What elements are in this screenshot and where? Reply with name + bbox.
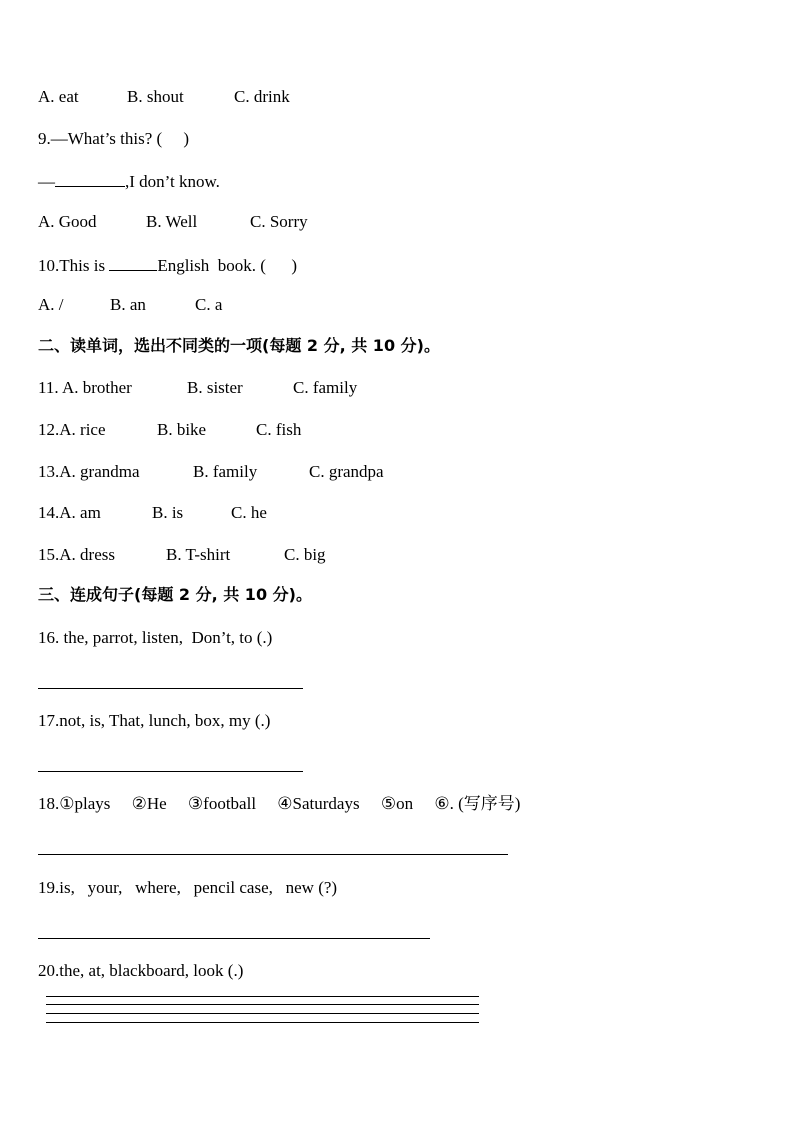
- q11-option-c: C. family: [293, 378, 358, 397]
- q10-prefix: 10.This is: [38, 256, 110, 275]
- q15-option-a: A. dress: [59, 545, 115, 564]
- q8-option-b: B. shout: [127, 87, 184, 106]
- q14-option-b: B. is: [152, 503, 184, 522]
- q14-number: 14.: [38, 503, 60, 522]
- q12-option-a: A. rice: [59, 420, 106, 439]
- q20-writing-line-4: [46, 1022, 479, 1023]
- q9-reply: [38, 170, 220, 192]
- q18-prompt: 18.①plays ②He ③football ④Saturdays ⑤on ⑥. (写序号): [38, 794, 521, 813]
- q15-option-b: B. T-shirt: [166, 545, 231, 564]
- q10-suffix: English book. ( ): [157, 256, 298, 275]
- q11-number: 11.: [38, 378, 62, 397]
- q14-option-c: C. he: [231, 503, 267, 522]
- q17-answer-line: [38, 771, 303, 772]
- q17-prompt: 17.not, is, That, lunch, box, my (.): [38, 711, 271, 730]
- q14-option-a: A. am: [59, 503, 101, 522]
- q13-option-b: B. family: [193, 462, 258, 481]
- q10-option-c: C. a: [195, 295, 223, 314]
- q12-number: 12.: [38, 420, 60, 439]
- q9-reply-text: ,I don’t know.: [125, 172, 220, 191]
- q16-answer-line: [38, 688, 303, 689]
- q11-option-a: A. brother: [61, 378, 132, 397]
- q20-writing-line-3: [46, 1013, 479, 1014]
- q12-line: [38, 420, 106, 440]
- q16-prompt: 16. the, parrot, listen, Don’t, to (.): [38, 628, 273, 647]
- q12-option-c: C. fish: [256, 420, 302, 439]
- q9-option-a: A. Good: [38, 212, 97, 231]
- q9-question: 9.—What’s this? ( ): [38, 129, 190, 148]
- q10-option-a: A. /: [38, 295, 64, 314]
- q15-option-c: C. big: [284, 545, 326, 564]
- q9-reply-dash: —: [38, 172, 55, 191]
- q15-number: 15.: [38, 545, 60, 564]
- q8-option-a: A. eat: [38, 87, 79, 106]
- q8-option-c: C. drink: [234, 87, 290, 106]
- section2-heading: 二、读单词，选出不同类的一项(每题 2 分, 共 10 分)。: [38, 336, 440, 355]
- q18-answer-line: [38, 854, 508, 855]
- q12-option-b: B. bike: [157, 420, 207, 439]
- section3-heading: 三、连成句子(每题 2 分, 共 10 分)。: [38, 585, 312, 604]
- q10-answer-blank: [109, 254, 157, 271]
- q10-question: [38, 254, 297, 276]
- q13-option-a: A. grandma: [59, 462, 140, 481]
- q11-line: [38, 378, 132, 398]
- q20-prompt: 20.the, at, blackboard, look (.): [38, 961, 244, 980]
- q9-answer-blank: [55, 170, 125, 187]
- q19-prompt: 19.is, your, where, pencil case, new (?): [38, 878, 338, 897]
- q13-number: 13.: [38, 462, 60, 481]
- q19-answer-line: [38, 938, 430, 939]
- q9-option-b: B. Well: [146, 212, 198, 231]
- q20-writing-line-2: [46, 1004, 479, 1005]
- q14-line: [38, 503, 101, 523]
- q13-line: [38, 462, 140, 482]
- q11-option-b: B. sister: [187, 378, 243, 397]
- q15-line: [38, 545, 115, 565]
- q10-option-b: B. an: [110, 295, 146, 314]
- q20-writing-line-1: [46, 996, 479, 997]
- q9-option-c: C. Sorry: [250, 212, 308, 231]
- q13-option-c: C. grandpa: [309, 462, 384, 481]
